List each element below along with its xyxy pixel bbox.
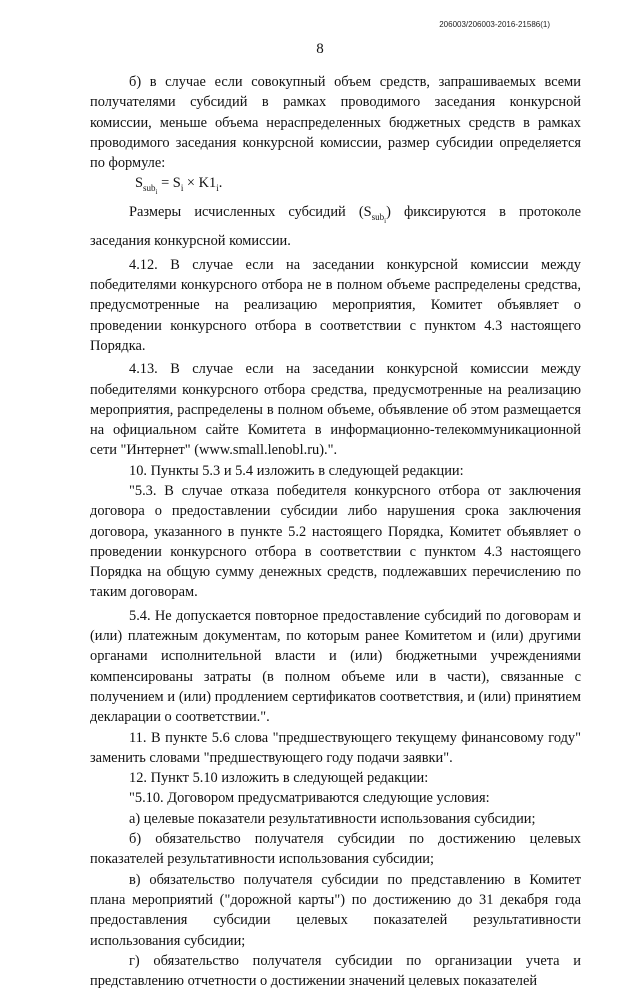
- paragraph-item-10: 10. Пункты 5.3 и 5.4 изложить в следующей редакции:: [129, 462, 464, 479]
- formula-rhs-sub2: i: [216, 183, 219, 194]
- p2-before: Размеры исчисленных субсидий (S: [129, 204, 372, 221]
- formula-lhs-subsub: i: [155, 188, 158, 197]
- formula-lhs: S: [135, 175, 144, 192]
- paragraph-item-12: 12. Пункт 5.10 изложить в следующей редакции:: [129, 770, 429, 787]
- page-number: 8: [316, 41, 324, 57]
- paragraph-4-13: 4.13. В случае если на заседании конкурсной комиссии между победителями конкурсного отбора средства, предусмотренные на реализацию мероприятия, распределены в полном объеме, объявление об этом размещается на официальном сайте Комитета в информационно-телекоммуникационной сети "Интернет" (www.small.lenobl.ru).".: [90, 361, 581, 459]
- paragraph-b-formula-intro: б) в случае если совокупный объем средств, запрашиваемых всеми получателями субсидий в рамках проводимого заседания конкурсной комиссии, меньше объема нераспределенных бюджетных средств в рамках проводимого заседания конкурсной комиссии, размер субсидии определяется по формуле:: [90, 74, 581, 172]
- document-body: [90, 72, 581, 991]
- paragraph-subsidy-amounts: [90, 202, 581, 251]
- formula-rhs-sub: i: [180, 183, 184, 194]
- paragraph-5-3: "5.3. В случае отказа победителя конкурсного отбора от заключения договора о предоставлении субсидии либо нарушения срока заключения договора, указанного в пункте 5.2 настоящего Порядка, Комитет объявляет о проведении конкурсного отбора в соответствии с пунктом 4.3 настоящего Порядка на общую сумму денежных средств, подлежавших перечислению по таким договорам.: [90, 482, 581, 601]
- paragraph-v: в) обязательство получателя субсидии по представлению в Комитет плана мероприятий ("дорожной карты") по достижению до 31 декабря года предоставления субсидии целевых показателей результативности использования субсидии;: [90, 871, 581, 949]
- paragraph-5-4: 5.4. Не допускается повторное предоставление субсидий по договорам и (или) платежным документам, по которым ранее Комитетом и (или) другими органами исполнительной власти и (или) бюджетными учреждениями компенсированы затраты (в полном объеме или в части), связанные с получением и (или) продлением сертификатов соответствия, и (или) принятием декларации о соответствии.".: [90, 607, 581, 726]
- paragraph-a: а) целевые показатели результативности использования субсидии;: [129, 810, 536, 827]
- formula-times: × K1: [183, 175, 217, 192]
- formula-lhs-sub: sub: [143, 183, 156, 194]
- formula-eq: = S: [157, 175, 181, 192]
- p2-after: ) фиксируются в протоколе заседания конкурсной комиссии.: [90, 204, 581, 250]
- formula-end: .: [218, 175, 223, 192]
- p2-subsub: i: [384, 217, 387, 226]
- subsidy-formula: [90, 173, 581, 202]
- paragraph-5-10: "5.10. Договором предусматриваются следующие условия:: [129, 790, 490, 807]
- paragraph-4-12: 4.12. В случае если на заседании конкурсной комиссии между победителями конкурсного отбора не в полном объеме распределены средства, предусмотренные на реализацию мероприятия, Комитет объявляет о проведении конкурсного отбора в соответствии с пунктом 4.3 настоящего Порядка.: [90, 256, 581, 354]
- paragraph-item-11: 11. В пункте 5.6 слова "предшествующего текущему финансовому году" заменить словами "предшествующего году подачи заявки".: [90, 729, 581, 766]
- paragraph-b: б) обязательство получателя субсидии по достижению целевых показателей результативности использования субсидии;: [90, 831, 581, 868]
- p2-sub: sub: [371, 212, 385, 223]
- paragraph-g: г) обязательство получателя субсидии по организации учета и представлению отчетности о достижении значений целевых показателей: [90, 952, 581, 990]
- document-id: 206003/206003-2016-21586(1): [439, 20, 550, 29]
